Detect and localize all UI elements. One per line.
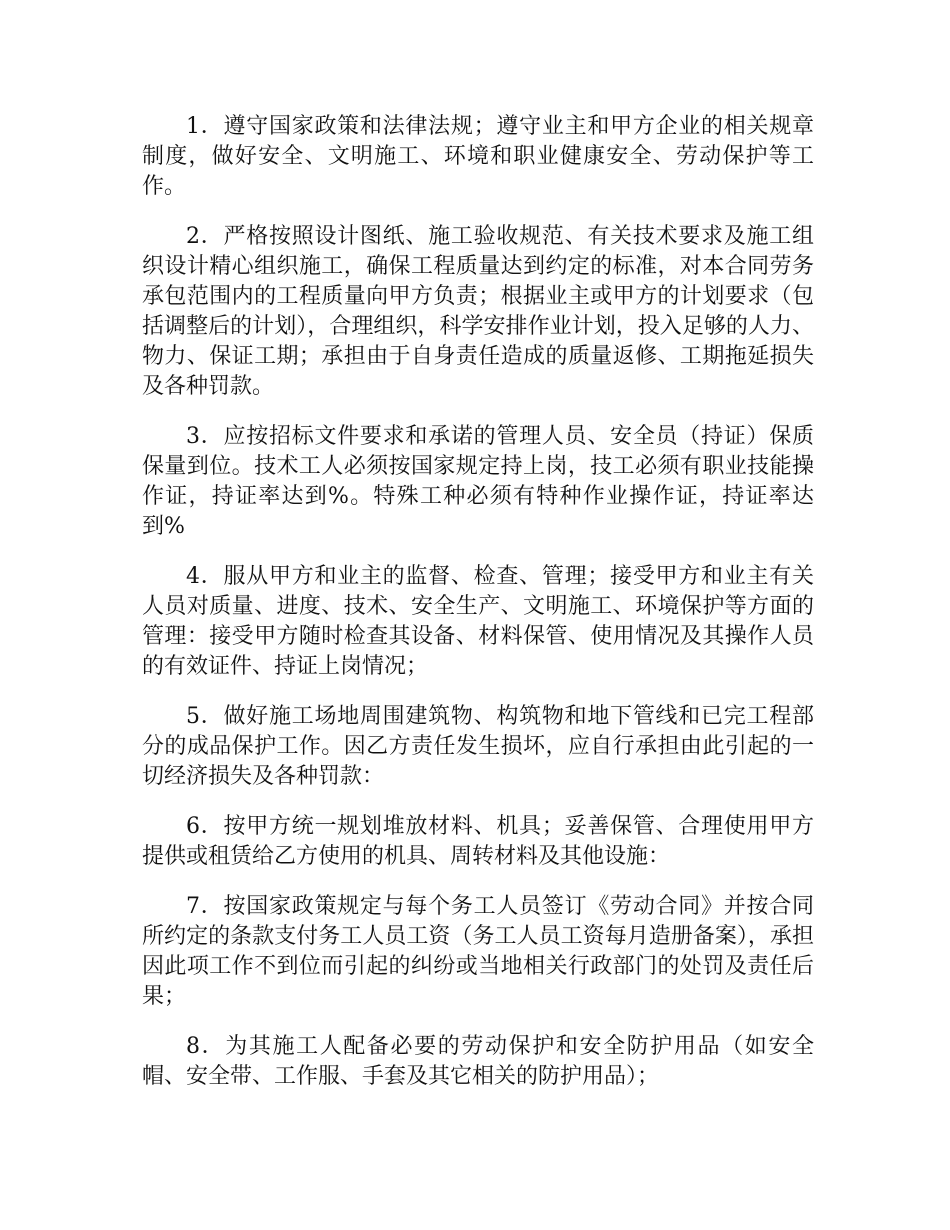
paragraph-1: 1．遵守国家政策和法律法规；遵守业主和甲方企业的相关规章制度，做好安全、文明施工、环境和职业健康安全、劳动保护等工作。: [142, 114, 814, 199]
paragraph-7: 7．按国家政策规定与每个务工人员签订《劳动合同》并按合同所约定的条款支付务工人员工资（务工人员工资每月造册备案），承担因此项工作不到位而引起的纠纷或当地相关行政部门的处罚及责任后果；: [142, 894, 814, 1009]
paragraph-2: 2．严格按照设计图纸、施工验收规范、有关技术要求及施工组织设计精心组织施工，确保工程质量达到约定的标准，对本合同劳务承包范围内的工程质量向甲方负责；根据业主或甲方的计划要求（包括调整后的计划），合理组织，科学安排作业计划，投入足够的人力、物力、保证工期；承担由于自身责任造成的质量返修、工期拖延损失及各种罚款。: [142, 224, 814, 399]
paragraph-3: 3．应按招标文件要求和承诺的管理人员、安全员（持证）保质保量到位。技术工人必须按国家规定持上岗，技工必须有职业技能操作证，持证率达到%。特殊工种必须有特种作业操作证，持证率达到%: [142, 424, 814, 539]
paragraph-8: 8．为其施工人配备必要的劳动保护和安全防护用品（如安全帽、安全带、工作服、手套及其它相关的防护用品）；: [142, 1034, 814, 1089]
paragraph-6: 6．按甲方统一规划堆放材料、机具；妥善保管、合理使用甲方提供或租赁给乙方使用的机具、周转材料及其他设施：: [142, 814, 814, 869]
paragraph-4: 4．服从甲方和业主的监督、检查、管理；接受甲方和业主有关人员对质量、进度、技术、安全生产、文明施工、环境保护等方面的管理：接受甲方随时检查其设备、材料保管、使用情况及其操作人员的有效证件、持证上岗情况；: [142, 564, 814, 679]
document-page: [142, 112, 814, 1112]
paragraph-5: 5．做好施工场地周围建筑物、构筑物和地下管线和已完工程部分的成品保护工作。因乙方责任发生损坏，应自行承担由此引起的一切经济损失及各种罚款：: [142, 704, 814, 789]
